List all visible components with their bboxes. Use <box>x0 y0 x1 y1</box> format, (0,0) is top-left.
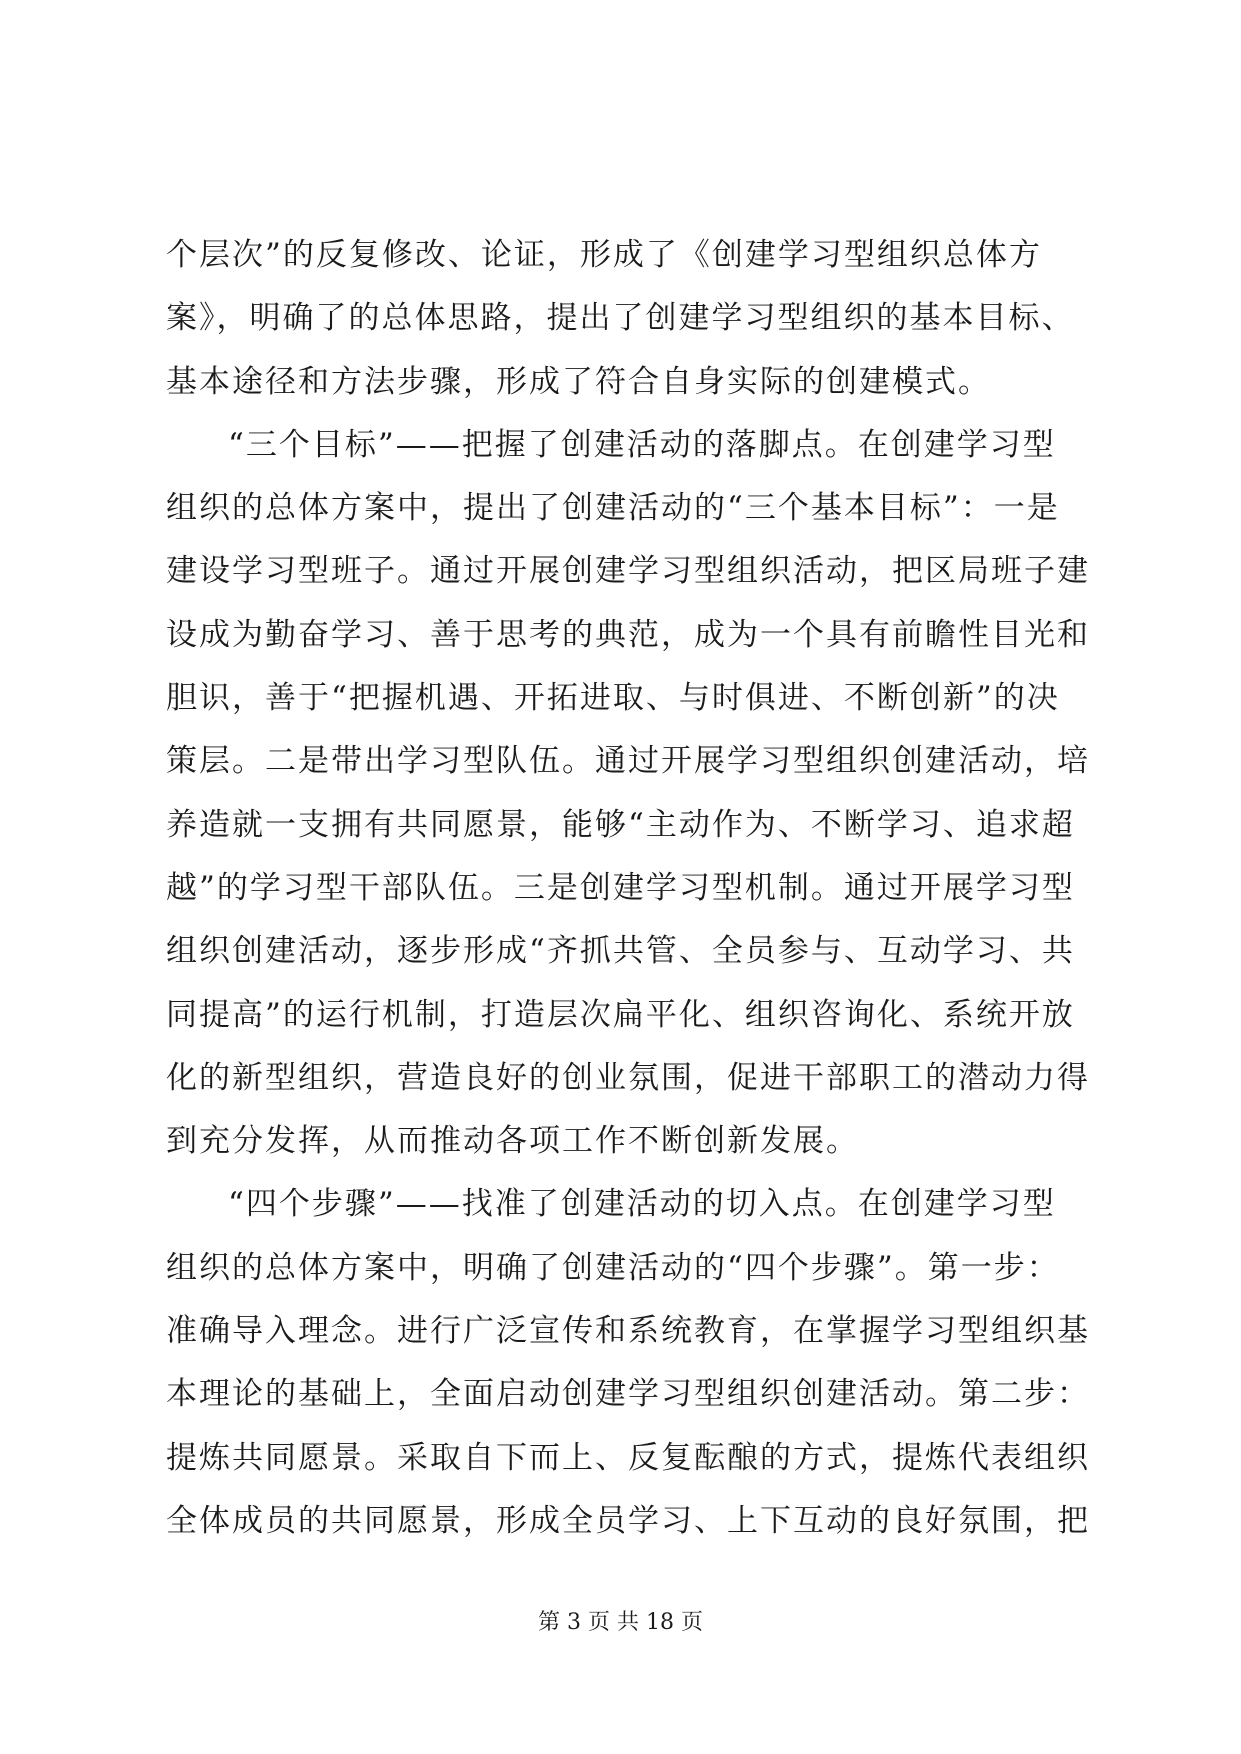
text-line: 同提高”的运行机制，打造层次扁平化、组织咨询化、系统开放 <box>166 996 1075 1033</box>
text-line: 基本途径和方法步骤，形成了符合自身实际的创建模式。 <box>166 363 991 400</box>
text-line: 本理论的基础上，全面启动创建学习型组织创建活动。第二步： <box>166 1376 1090 1413</box>
text-line: 组织创建活动，逐步形成“齐抓共管、全员参与、互动学习、共 <box>166 933 1075 970</box>
text-line: 建设学习型班子。通过开展创建学习型组织活动，把区局班子建 <box>166 553 1090 590</box>
text-line: 组织的总体方案中，明确了创建活动的“四个步骤”。第一步： <box>166 1249 1060 1286</box>
body-text <box>166 224 1090 1553</box>
text-line: 组织的总体方案中，提出了创建活动的“三个基本目标”：一是 <box>166 490 1060 527</box>
text-line: 胆识，善于“把握机遇、开拓进取、与时俱进、不断创新”的决 <box>166 680 1060 717</box>
text-line: 策层。二是带出学习型队伍。通过开展学习型组织创建活动，培 <box>166 743 1090 780</box>
page-number-footer: 第 3 页 共 18 页 <box>538 1610 703 1635</box>
paragraph-start-line: “四个步骤”——找准了创建活动的切入点。在创建学习型 <box>228 1186 1056 1223</box>
text-line: 案》，明确了的总体思路，提出了创建学习型组织的基本目标、 <box>166 300 1075 337</box>
text-line: 越”的学习型干部队伍。三是创建学习型机制。通过开展学习型 <box>166 869 1075 906</box>
text-line: 化的新型组织，营造良好的创业氛围，促进干部职工的潜动力得 <box>166 1059 1090 1096</box>
text-line: 准确导入理念。进行广泛宣传和系统教育，在掌握学习型组织基 <box>166 1313 1090 1350</box>
text-line: 到充分发挥，从而推动各项工作不断创新发展。 <box>166 1123 859 1160</box>
text-line: 个层次”的反复修改、论证，形成了《创建学习型组织总体方 <box>166 237 1042 273</box>
paragraph-start-line: “三个目标”——把握了创建活动的落脚点。在创建学习型 <box>228 426 1056 463</box>
text-line: 提炼共同愿景。采取自下而上、反复酝酿的方式，提炼代表组织 <box>166 1439 1090 1476</box>
text-line: 设成为勤奋学习、善于思考的典范，成为一个具有前瞻性目光和 <box>166 616 1090 653</box>
text-line: 全体成员的共同愿景，形成全员学习、上下互动的良好氛围，把 <box>166 1502 1090 1539</box>
text-line: 养造就一支拥有共同愿景，能够“主动作为、不断学习、追求超 <box>166 806 1075 843</box>
